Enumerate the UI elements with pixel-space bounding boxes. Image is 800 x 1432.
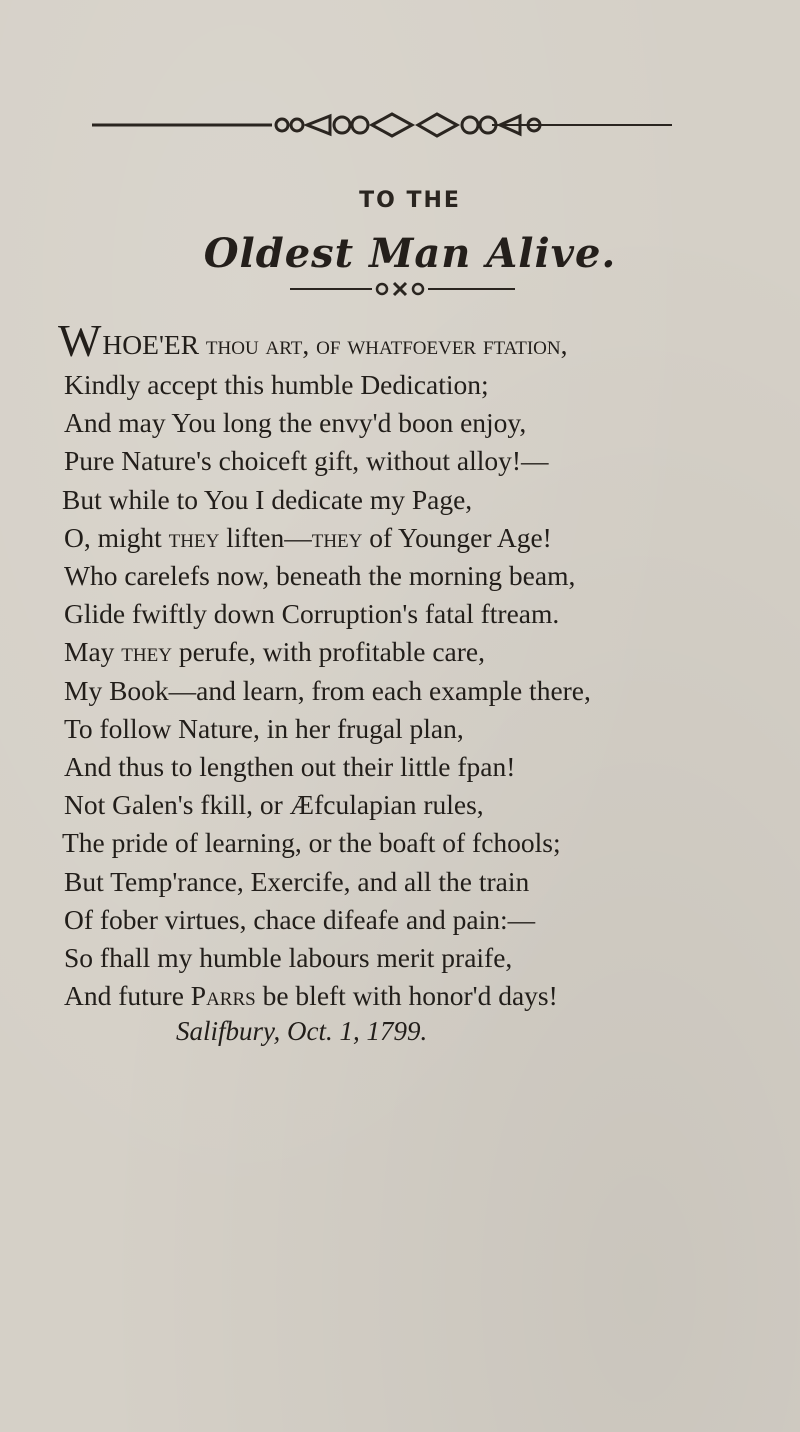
- poem-line: Glide fwiftly down Corruption's fatal ftream.: [64, 598, 560, 630]
- poem-line-text: be bleft with honor'd days!: [255, 980, 558, 1012]
- emphasis-they: they: [168, 521, 220, 553]
- poem-line: Kindly accept this humble Dedication;: [64, 369, 489, 400]
- poem-line-text: May: [64, 636, 122, 668]
- poem-line: And thus to lengthen out their little fpan!: [64, 751, 516, 783]
- place-and-date: Salifbury, Oct. 1, 1799.: [176, 1016, 428, 1046]
- poem-line: Not Galen's fkill, or Æfculapian rules,: [64, 789, 484, 821]
- poem-line-text: O, might: [64, 521, 169, 553]
- poem-line-text: HOE'ER thou art, of whatfoever ftation,: [102, 329, 568, 360]
- poem-line: Who carelefs now, beneath the morning beam,: [64, 560, 576, 592]
- poem-line: And may You long the envy'd boon enjoy,: [64, 407, 527, 439]
- small-rule-ornament-icon: [290, 280, 515, 298]
- emphasis-they: they: [311, 521, 363, 553]
- emphasis-they: they: [121, 636, 172, 668]
- poem-line-text: And future: [64, 980, 191, 1012]
- poem-line: [58, 977, 778, 1015]
- poem-line: So fhall my humble labours merit praife,: [64, 942, 513, 974]
- rule-with-scrolls-ornament-icon: [92, 108, 672, 142]
- poem-line-text: of Younger Age!: [362, 521, 552, 553]
- poem-line: But Temp'rance, Exercife, and all the train: [64, 865, 530, 897]
- poem-line: The pride of learning, or the boaft of fchools;: [62, 827, 561, 859]
- dedication-title: Oldest Man Alive.: [203, 230, 617, 277]
- emphasis-parrs: Parrs: [190, 980, 256, 1012]
- poem-line: My Book—and learn, from each example there,: [64, 674, 591, 706]
- poem-line-text: liften—: [219, 521, 312, 553]
- drop-cap: W: [58, 315, 102, 366]
- poem-line: To follow Nature, in her frugal plan,: [64, 712, 464, 744]
- poem-line: [58, 315, 778, 369]
- poem-line: [58, 519, 778, 557]
- dedication-to-the: TO THE: [359, 188, 461, 213]
- poem-line: [58, 633, 778, 671]
- dedication-poem: [58, 315, 778, 1015]
- poem-line-text: perufe, with profitable care,: [171, 636, 485, 668]
- poem-line: But while to You I dedicate my Page,: [62, 483, 473, 515]
- poem-line: Pure Nature's choiceft gift, without alloy!—: [64, 445, 549, 477]
- poem-line: Of fober virtues, chace difeafe and pain:—: [64, 903, 536, 935]
